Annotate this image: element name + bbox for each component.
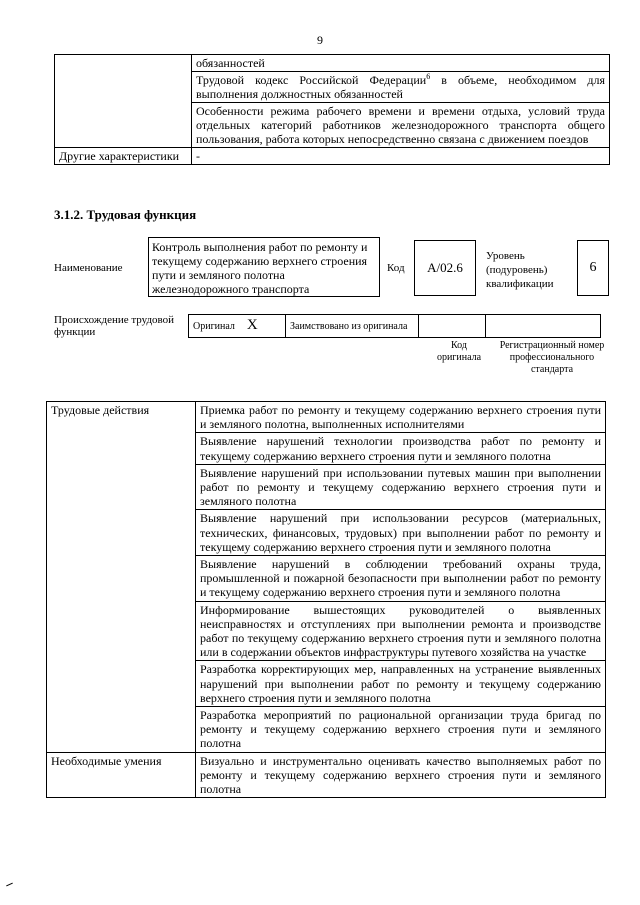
skills-label: Необходимые умения (47, 752, 196, 798)
other-label: Другие характеристики (55, 148, 192, 165)
tk-text: Трудовой кодекс Российской Федерации (196, 73, 427, 87)
original-code-cell (419, 315, 486, 338)
level-label: Уровень (подуровень) квалификации (486, 250, 554, 290)
original-mark: X (246, 317, 258, 333)
table-row (189, 315, 601, 338)
skill-item: Визуально и инструментально оценивать качество выполняемых работ по ремонту и текущему содержанию верхнего строения пути и земляного полотна (196, 752, 606, 798)
table-row (47, 402, 606, 433)
tk-tail: в объеме, необходимом для выполнения должностных обязанностей (196, 73, 605, 101)
function-name-box: Контроль выполнения работ по ремонту и текущему содержанию верхнего строения пути и земляного полотна железнодорожного транспорта (148, 237, 380, 297)
other-value: - (192, 148, 610, 165)
action-item: Выявление нарушений при использовании ресурсов (материальных, технических, финансовых, трудовых) при выполнении работ по ремонту и текущему содержанию верхнего строения пути и земляного полотна (196, 510, 606, 556)
reg-number-cell (486, 315, 601, 338)
original-code-caption: Код оригинала (436, 340, 482, 363)
action-item: Разработка мероприятий по рациональной организации труда бригад по ремонту и текущему содержанию верхнего строения пути и земляного полотна (196, 707, 606, 753)
action-item: Выявление нарушений технологии производства работ по ремонту и текущему содержанию верхнего строения пути и земляного полотна (196, 433, 606, 464)
table-cell: Особенности режима рабочего времени и времени отдыха, условий труда отдельных категорий работников железнодорожного транспорта общего пользования, работа которых непосредственно связана с движением поездов (192, 103, 610, 148)
action-item: Разработка корректирующих мер, направленных на устранение выявленных нарушений при выполнении работ по ремонту и текущему содержанию верхнего строения пути и земляного полотна (196, 661, 606, 707)
table-row (47, 752, 606, 798)
top-requirements-table (54, 54, 610, 165)
reg-number-caption: Регистрационный номер профессионального стандарта (499, 340, 605, 375)
footnote-mark: 6 (426, 72, 431, 81)
section-title: 3.1.2. Трудовая функция (54, 207, 197, 222)
page-number: 9 (317, 33, 323, 47)
scan-mark (6, 883, 13, 887)
function-code-box: A/02.6 (414, 240, 476, 296)
name-label: Наименование (54, 262, 123, 274)
table-row (55, 55, 610, 72)
origin-label: Происхождение трудовой функции (54, 314, 175, 338)
labor-actions-table (46, 401, 606, 798)
action-item: Выявление нарушений при использовании путевых машин при выполнении работ по ремонту и текущему содержанию верхнего строения пути и земляного полотна (196, 464, 606, 510)
table-cell (192, 72, 610, 103)
original-label: Оригинал (193, 321, 235, 332)
table-cell: обязанностей (192, 55, 610, 72)
code-label: Код (387, 262, 405, 274)
actions-label: Трудовые действия (47, 402, 196, 753)
borrowed-cell: Заимствовано из оригинала (286, 315, 419, 338)
origin-table (188, 314, 601, 338)
action-item: Информирование вышестоящих руководителей о выявленных неисправностях и отступлениях при выполнении ремонта и производстве работ по текущему содержанию верхнего строения пути и земляного полотна или в содержании объектов инфраструктуры путевого хозяйства на участке (196, 601, 606, 661)
action-item: Выявление нарушений в соблюдении требований охраны труда, промышленной и пожарной безопасности при выполнении работ по ремонту и текущему содержанию верхнего строения пути и земляного полотна (196, 556, 606, 602)
qualification-level-box: 6 (577, 240, 609, 296)
original-cell (189, 315, 286, 338)
action-item: Приемка работ по ремонту и текущему содержанию верхнего строения пути и земляного полотна, выполненных исполнителями (196, 402, 606, 433)
table-row (55, 148, 610, 165)
